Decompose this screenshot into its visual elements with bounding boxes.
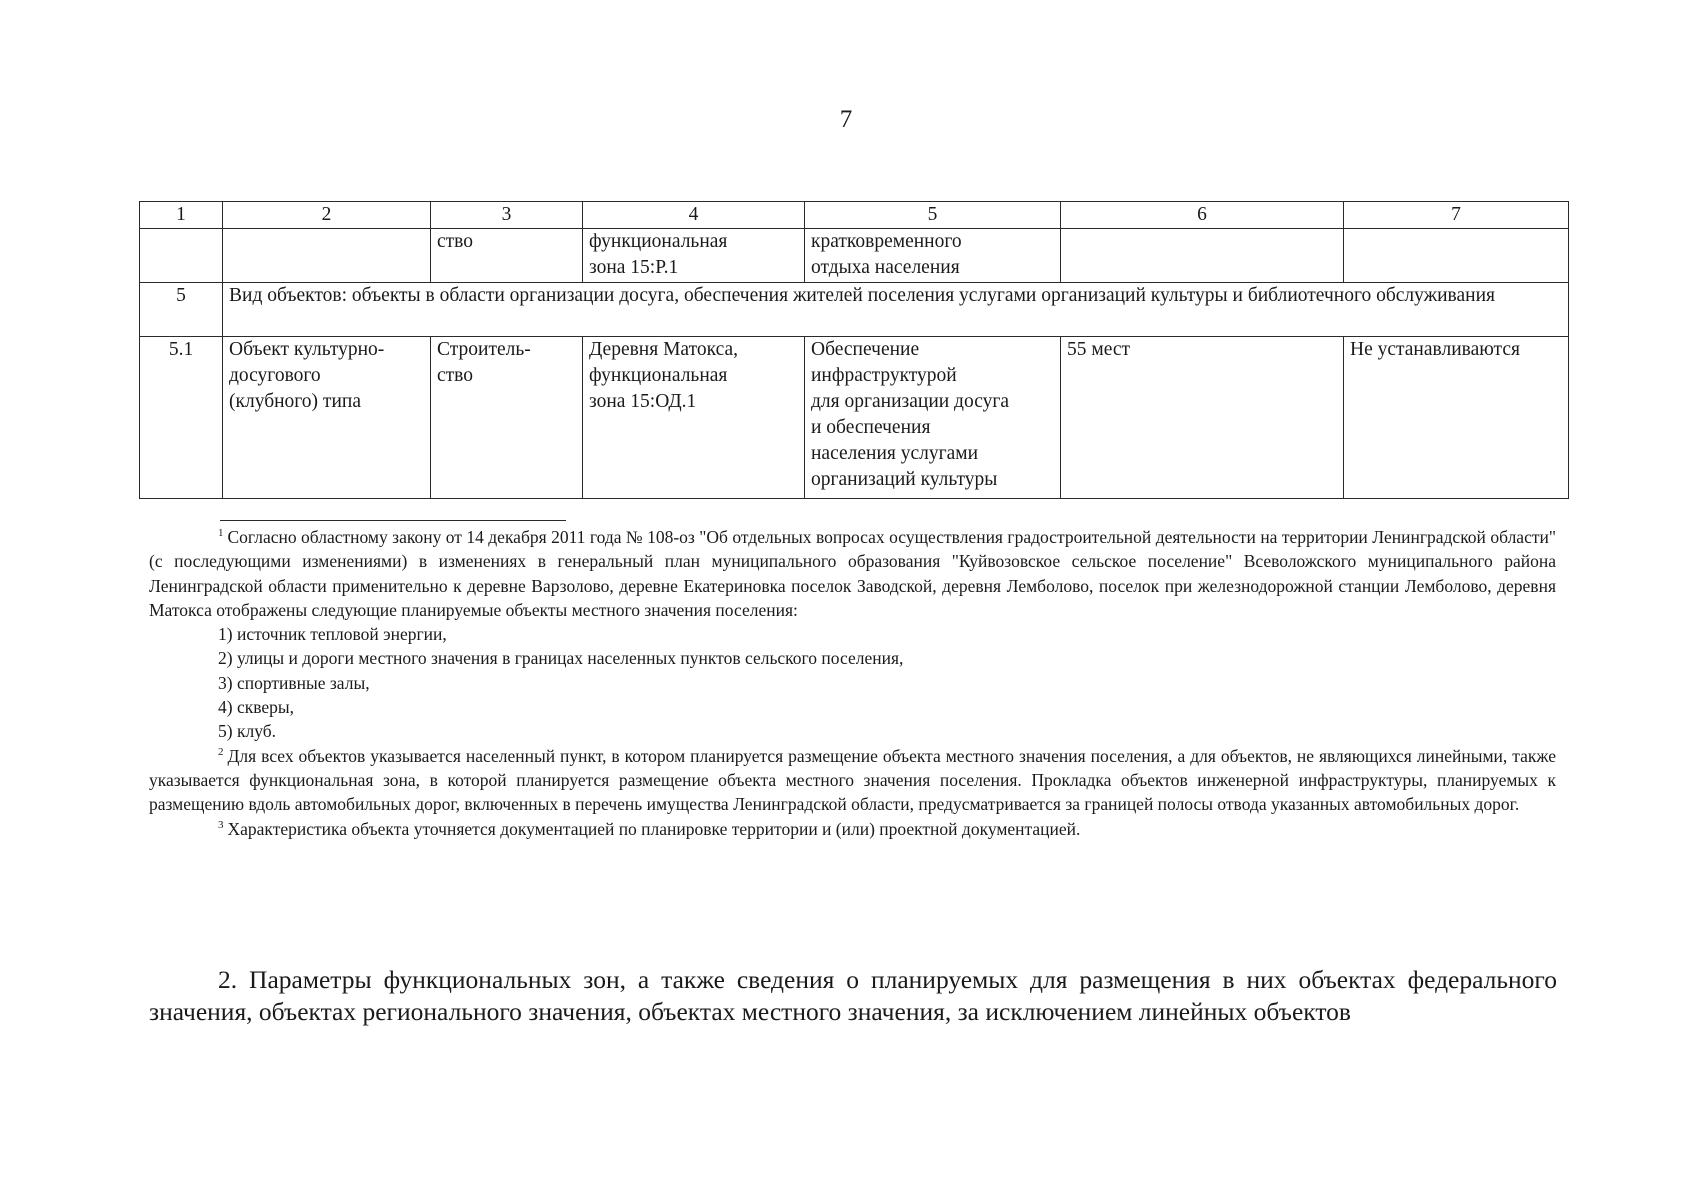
table-header-row — [140, 202, 1569, 229]
row-number: 5.1 — [140, 337, 223, 499]
footnote-3 — [149, 817, 1556, 841]
object-kind-cell — [431, 337, 583, 499]
column-header: 6 — [1061, 202, 1344, 229]
planned-objects-table — [139, 201, 1569, 499]
cell-text: отдыха населения — [811, 257, 960, 278]
cell-text: инфраструктурой — [811, 365, 957, 386]
table-cell — [583, 229, 805, 283]
footnote-2 — [149, 744, 1556, 817]
cell-text: функциональная — [589, 231, 728, 252]
column-header: 5 — [805, 202, 1061, 229]
footnote-list-item: 2) улицы и дороги местного значения в границах населенных пунктов сельского поселения, — [218, 648, 904, 669]
footnote-text: Характеристика объекта уточняется документацией по планировке территории и (или) проектной документацией. — [227, 818, 1081, 839]
object-zones-cell: Не устанавливаются — [1344, 337, 1569, 499]
column-header: 1 — [140, 202, 223, 229]
cell-text: кратковременного — [811, 231, 962, 252]
table-cell — [223, 229, 431, 283]
table-cell — [431, 229, 583, 283]
cell-text: Обеспечение — [811, 339, 920, 360]
group-title: Вид объектов: объекты в области организации досуга, обеспечения жителей поселения услугами организаций культуры и библиотечного обслуживания — [223, 283, 1569, 337]
footnote-list-item: 4) скверы, — [218, 697, 295, 718]
table-row — [140, 229, 1569, 283]
footnote-mark: 2 — [218, 745, 224, 758]
column-header: 3 — [431, 202, 583, 229]
footnote-text: Для всех объектов указывается населенный пункт, в котором планируется размещение объекта местного значения поселения, а для объектов, не являющихся линейными, также указывается функциональная зона, в которой планируется размещение объекта местного значения поселения. Прокладка объектов инженерной инфраструктуры, планируемых к размещению вдоль автомобильных дорог, включенных в перечень имущества Ленинградской области, предусматривается за границей полосы отвода указанных автомобильных дорог. — [149, 745, 1556, 815]
object-capacity-cell: 55 мест — [1061, 337, 1344, 499]
cell-text: досугового — [229, 365, 321, 386]
table-group-row — [140, 283, 1569, 337]
footnote-mark: 3 — [218, 818, 224, 831]
cell-text: зона 15:ОД.1 — [589, 391, 697, 412]
table-cell — [140, 229, 223, 283]
cell-text: для организации досуга — [811, 391, 1010, 412]
cell-text: ство — [437, 231, 474, 252]
row-number: 5 — [140, 283, 223, 337]
object-purpose-cell — [805, 337, 1061, 499]
footnote-list-item: 3) спортивные залы, — [218, 672, 370, 693]
footnote-mark: 1 — [218, 527, 224, 539]
cell-text: Объект культурно- — [229, 339, 385, 360]
cell-text: (клубного) типа — [229, 391, 361, 412]
cell-text: организаций культуры — [811, 469, 998, 490]
object-name-cell — [223, 337, 431, 499]
cell-text: Деревня Матокса, — [589, 339, 739, 360]
cell-text: Строитель- — [437, 339, 531, 360]
cell-text: функциональная — [589, 365, 728, 386]
cell-text: зона 15:Р.1 — [589, 257, 679, 278]
footnote-list-item: 5) клуб. — [218, 721, 276, 742]
footnote-1 — [149, 525, 1556, 622]
footnote-text: Согласно областному закону от 14 декабря 2011 года № 108-оз "Об отдельных вопросах осуществления градостроительной деятельности на территории Ленинградской области" (с последующими изменениями) в изменениях в генеральный план муниципального образования "Куйвозовское сельское поселение" Всеволожского муниципального района Ленинградской области применительно к деревне Варзолово, деревне Екатериновка поселок Заводской, деревня Лемболово, поселок при железнодорожной станции Лемболово, деревня Матокса отображены следующие планируемые объекты местного значения поселения: — [149, 527, 1556, 620]
cell-text: ство — [437, 365, 474, 386]
column-header: 7 — [1344, 202, 1569, 229]
page-number: 7 — [839, 106, 853, 133]
section-heading: 2. Параметры функциональных зон, а также сведения о планируемых для размещения в них объектах федерального значения, объектах регионального значения, объектах местного значения, за исключением линейных объектов — [149, 965, 1557, 1026]
footnotes — [149, 525, 1556, 841]
object-location-cell — [583, 337, 805, 499]
footnote-list-item: 1) источник тепловой энергии, — [218, 624, 447, 645]
footnote-separator — [220, 520, 566, 521]
table-cell — [805, 229, 1061, 283]
column-header: 4 — [583, 202, 805, 229]
cell-text: и обеспечения — [811, 417, 931, 438]
table-row — [140, 337, 1569, 499]
cell-text: населения услугами — [811, 443, 979, 464]
table-cell — [1061, 229, 1344, 283]
column-header: 2 — [223, 202, 431, 229]
table-cell — [1344, 229, 1569, 283]
